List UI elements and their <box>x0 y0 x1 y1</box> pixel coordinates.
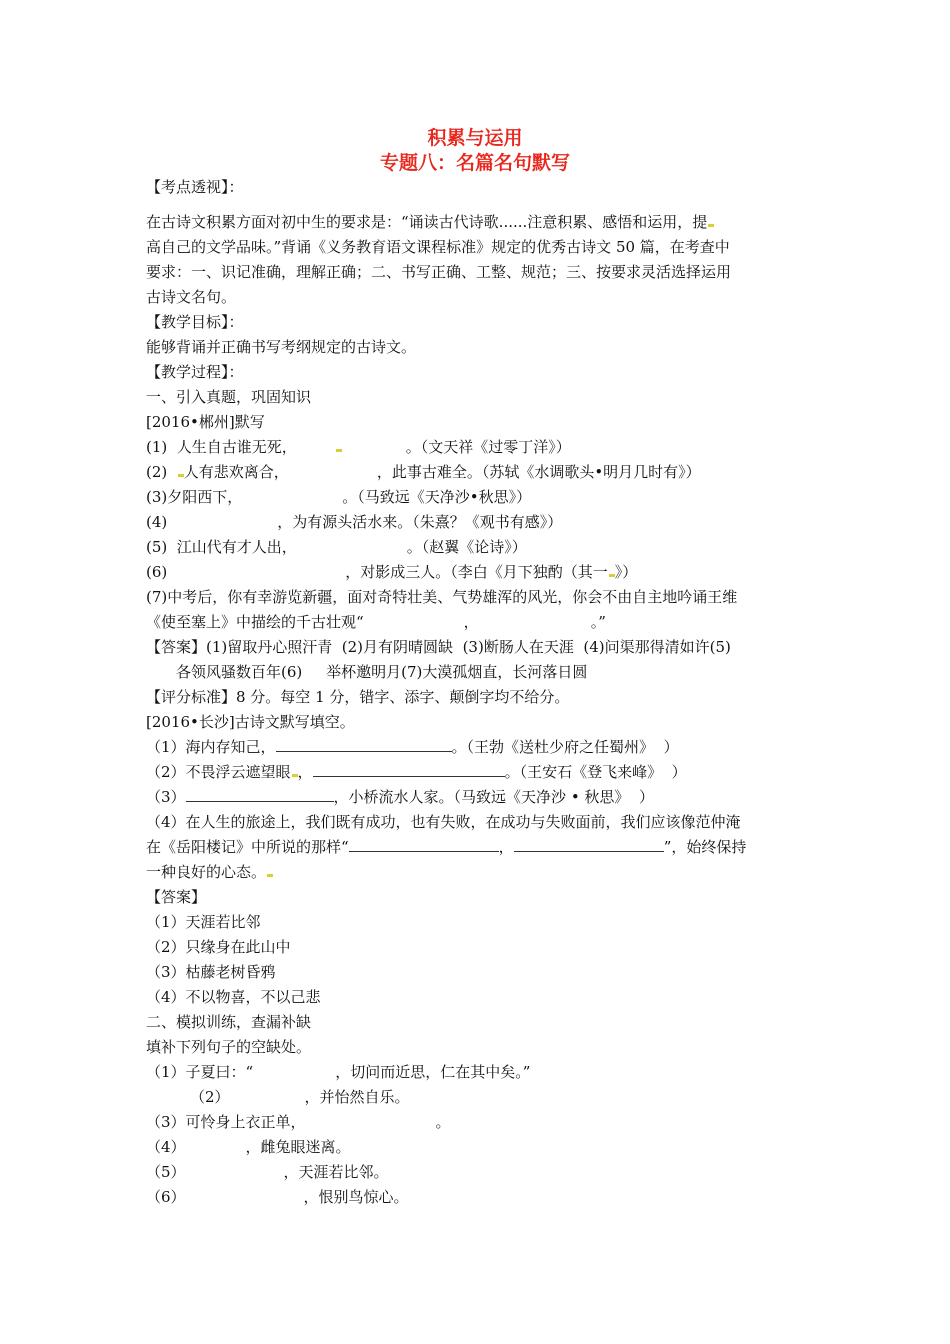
answer-line: 各领风骚数百年(6) 举杯邀明月(7)大漠孤烟直，长河落日圆 <box>176 663 588 681</box>
answer-line: 【答案】(1)留取丹心照汗青 (2)月有阴晴圆缺 (3)断肠人在天涯 (4)问渠那得清如许(5) <box>146 638 731 656</box>
question-line: (7)中考后，你有幸游览新疆，面对奇特壮美、气势雄浑的风光，你会不由自主地吟诵王维 <box>146 588 738 606</box>
question-line: （6） ，恨别鸟惊心。 <box>146 1188 409 1206</box>
answer-blank[interactable] <box>349 837 499 852</box>
answer-line: （3）枯藤老树昏鸦 <box>146 963 276 981</box>
question-line: (4) ，为有源头活水来。（朱熹？《观书有感》） <box>146 513 563 531</box>
paragraph-line: 古诗文名句。 <box>146 288 237 306</box>
answer-blank[interactable] <box>514 837 664 852</box>
question-line: （1）海内存知己， 。（王勃《送杜少府之任蜀州》 ） <box>146 738 679 756</box>
document-title: 积累与运用 <box>427 127 523 149</box>
answer-line: （2）只缘身在此山中 <box>146 938 291 956</box>
paragraph-line: 要求：一、识记准确，理解正确；二、书写正确、工整、规范；三、按要求灵活选择运用 <box>146 263 732 281</box>
section-heading-mubiao: 【教学目标】： <box>146 313 244 331</box>
paragraph-line: 能够背诵并正确书写考纲规定的古诗文。 <box>146 338 417 356</box>
answer-blank[interactable] <box>276 737 452 752</box>
paragraph-line: 在古诗文积累方面对初中生的要求是：“诵读古代诗歌......注意积累、感悟和运用，提 <box>146 212 714 232</box>
question-line: (3)夕阳西下， 。（马致远《天净沙•秋思》） <box>146 488 532 506</box>
question-line: （1）子夏曰：“ ，切问而近思，仁在其中矣。” <box>146 1063 531 1081</box>
question-line: （4） ，雌兔眼迷离。 <box>146 1138 351 1156</box>
answer-blank[interactable] <box>186 787 334 802</box>
section-heading-guocheng: 【教学过程】： <box>146 363 244 381</box>
exam-heading: [2016•郴州]默写 <box>146 413 265 431</box>
exam-heading: [2016•长沙]古诗文默写填空。 <box>146 713 355 731</box>
paragraph-line: 高自己的文学品味。”背诵《义务教育语文课程标准》规定的优秀古诗文 50 篇，在考查中 <box>146 238 730 256</box>
answer-line: （4）不以物喜，不以己悲 <box>146 988 321 1006</box>
question-line: （3）可怜身上衣正单， 。 <box>146 1113 451 1131</box>
answer-blank[interactable] <box>313 762 505 777</box>
question-line: (1) 人生自古谁无死， 。（文天祥《过零丁洋》） <box>146 438 571 456</box>
question-line: (6) ，对影成三人。（李白《月下独酌（其一 》） <box>146 563 638 581</box>
step-heading: 二、模拟训练，查漏补缺 <box>146 1013 312 1031</box>
step-heading: 一、引入真题，巩固知识 <box>146 388 312 406</box>
question-line: （3） ，小桥流水人家。（马致远《天净沙 • 秋思》 ） <box>146 788 654 806</box>
question-line: 在《岳阳楼记》中所说的那样“ ， ”，始终保持 <box>146 838 747 856</box>
question-line: （2）不畏浮云遮望眼 ， 。（王安石《登飞来峰》 ） <box>146 763 687 781</box>
document-subtitle: 专题八：名篇名句默写 <box>379 152 570 174</box>
question-line: （4）在人生的旅途上，我们既有成功，也有失败，在成功与失败面前，我们应该像范仲淹 <box>146 813 741 831</box>
answer-line: （1）天涯若比邻 <box>146 913 261 931</box>
question-line: (2) 人有悲欢离合， ，此事古难全。（苏轼《水调歌头•明月几时有》） <box>146 463 701 481</box>
section-heading-kaodian: 【考点透视】： <box>146 178 244 196</box>
question-line: (5) 江山代有才人出， 。（赵翼《论诗》） <box>146 538 527 556</box>
scoring-criteria: 【评分标准】8 分。每空 1 分，错字、添字、颠倒字均不给分。 <box>146 688 570 706</box>
question-line: 一种良好的心态。 <box>146 862 273 882</box>
edit-mark <box>708 224 714 227</box>
answer-heading: 【答案】 <box>146 888 207 906</box>
question-line: （5） ，天涯若比邻。 <box>146 1163 389 1181</box>
question-line: （2） ，并怡然自乐。 <box>190 1088 410 1106</box>
edit-mark <box>267 874 273 877</box>
instruction: 填补下列句子的空缺处。 <box>146 1038 312 1056</box>
question-line: 《使至塞上》中描绘的千古壮观“ ， 。” <box>146 613 606 631</box>
edit-mark <box>336 449 342 452</box>
